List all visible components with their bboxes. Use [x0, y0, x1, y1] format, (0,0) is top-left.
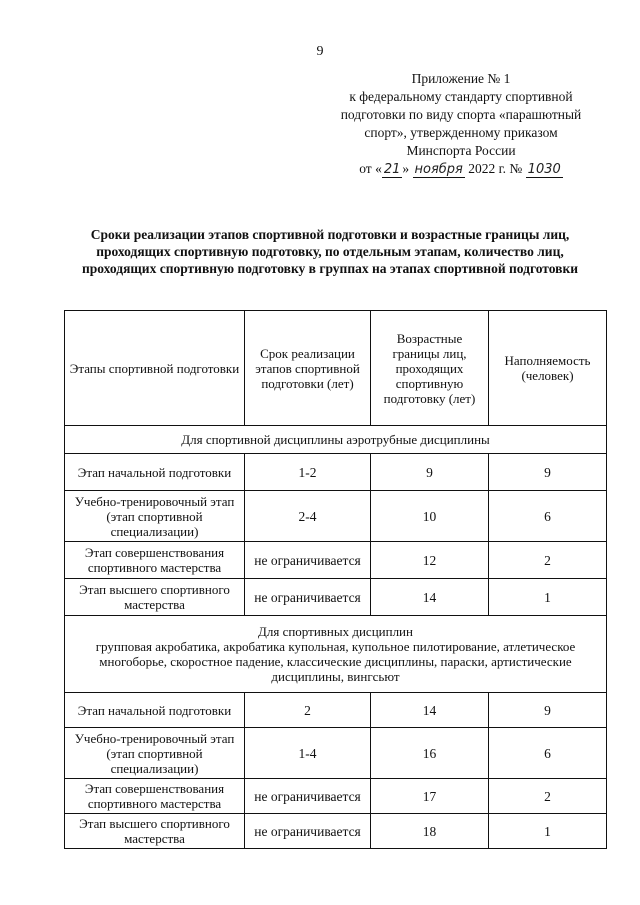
section-header-row [65, 426, 607, 454]
term-cell: не ограничивается [245, 814, 371, 849]
age-cell: 9 [371, 454, 489, 491]
stage-cell: Этап начальной подготовки [65, 693, 245, 728]
table-row [65, 728, 607, 779]
count-cell: 6 [489, 728, 607, 779]
section-disciplines: групповая акробатика, акробатика купольная, купольное пилотирование, атлетическое многоборье, скоростное падение, классические дисциплины, параски, артистические дисциплины, вингсьют [95, 639, 576, 684]
stage-cell: Этап начальной подготовки [65, 454, 245, 491]
age-cell: 14 [371, 693, 489, 728]
table-row [65, 491, 607, 542]
table-row [65, 542, 607, 579]
table-row [65, 779, 607, 814]
handwritten-month: ноября [414, 162, 463, 177]
stage-cell: Этап совершенствования спортивного мастерства [65, 779, 245, 814]
stage-cell: Этап высшего спортивного мастерства [65, 814, 245, 849]
term-cell: не ограничивается [245, 579, 371, 616]
count-cell: 2 [489, 779, 607, 814]
column-header: Возрастные границы лиц, проходящих спортивную подготовку (лет) [371, 311, 489, 426]
term-cell: 1-2 [245, 454, 371, 491]
table-row [65, 814, 607, 849]
stage-cell: Этап высшего спортивного мастерства [65, 579, 245, 616]
stage-cell: Учебно-тренировочный этап (этап спортивной специализации) [65, 491, 245, 542]
date-mid: » [402, 161, 410, 176]
stage-cell: Этап совершенствования спортивного мастерства [65, 542, 245, 579]
date-prefix: от « [359, 161, 382, 176]
count-cell: 2 [489, 542, 607, 579]
column-header: Наполняемость (человек) [489, 311, 607, 426]
age-cell: 18 [371, 814, 489, 849]
term-cell: не ограничивается [245, 779, 371, 814]
annex-title: Приложение № 1 [411, 71, 511, 86]
annex-line: подготовки по виду спорта «парашютный [340, 107, 582, 122]
term-cell: не ограничивается [245, 542, 371, 579]
table-row [65, 693, 607, 728]
table-row [65, 454, 607, 491]
count-cell: 6 [489, 491, 607, 542]
term-cell: 2 [245, 693, 371, 728]
column-header: Этапы спортивной подготовки [65, 311, 245, 426]
age-cell: 17 [371, 779, 489, 814]
term-cell: 1-4 [245, 728, 371, 779]
page-number: 9 [316, 44, 324, 59]
annex-block [316, 70, 606, 179]
document-title: Сроки реализации этапов спортивной подготовки и возрастные границы лиц, проходящих спортивную подготовку, по отдельным этапам, количество лиц, проходящих спортивную подготовку в группах на этапах спортивной подготовки [81, 227, 579, 276]
age-cell: 14 [371, 579, 489, 616]
handwritten-day: 21 [383, 162, 401, 177]
annex-line: к федеральному стандарту спортивной [349, 89, 573, 104]
stages-table [64, 310, 607, 849]
term-cell: 2-4 [245, 491, 371, 542]
section-header: Для спортивной дисциплины аэротрубные дисциплины [65, 426, 607, 454]
section-header [65, 616, 607, 693]
section-header-row [65, 616, 607, 693]
age-cell: 16 [371, 728, 489, 779]
annex-line: спорт», утвержденному приказом [364, 125, 558, 140]
column-header: Срок реализации этапов спортивной подготовки (лет) [245, 311, 371, 426]
stage-cell: Учебно-тренировочный этап (этап спортивной специализации) [65, 728, 245, 779]
annex-line: Минспорта России [406, 143, 516, 158]
age-cell: 12 [371, 542, 489, 579]
table-row [65, 579, 607, 616]
count-cell: 1 [489, 814, 607, 849]
count-cell: 9 [489, 693, 607, 728]
table-header-row [65, 311, 607, 426]
age-cell: 10 [371, 491, 489, 542]
section-title: Для спортивных дисциплин [258, 624, 413, 639]
count-cell: 9 [489, 454, 607, 491]
date-year: 2022 г. № [468, 161, 523, 176]
handwritten-number: 1030 [527, 162, 561, 177]
count-cell: 1 [489, 579, 607, 616]
annex-date [316, 160, 606, 179]
